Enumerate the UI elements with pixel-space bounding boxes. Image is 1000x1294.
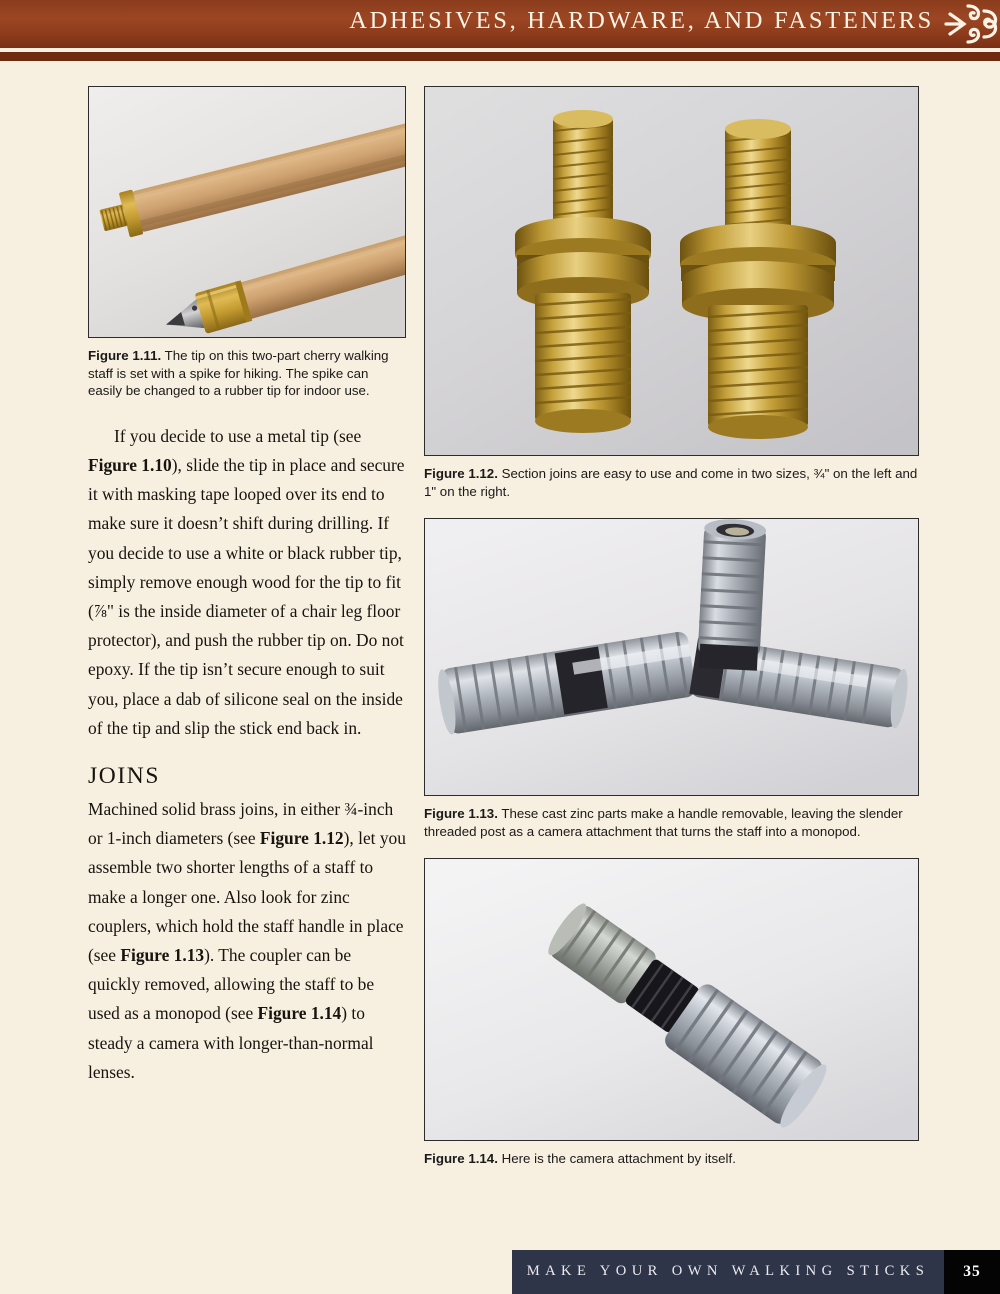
figure-1-11-caption-text: The tip on this two-part cherry walking staff is set with a spike for hiking. The spike can easily be changed to a rubber tip for indoor use. bbox=[88, 348, 389, 399]
footer-page-number-box bbox=[944, 1250, 1000, 1294]
figure-1-11-image bbox=[88, 86, 406, 338]
figure-1-14-image bbox=[424, 858, 919, 1141]
page-number: 35 bbox=[963, 1263, 981, 1280]
figure-1-14-caption bbox=[424, 1150, 919, 1168]
paragraph-1-figure-ref-1-10: Figure 1.10 bbox=[88, 454, 172, 475]
header-rule-underline bbox=[0, 61, 1000, 64]
figure-1-14-label: Figure 1.14. bbox=[424, 1151, 498, 1167]
figure-1-13-image bbox=[424, 518, 919, 796]
body-paragraph-1 bbox=[88, 422, 406, 743]
figure-1-12-caption-text: Section joins are easy to use and come in two sizes, ¾" on the left and 1" on the right. bbox=[424, 466, 918, 499]
paragraph-2-run-5: ). The coupler can be quickly removed, allowing the staff to be used as a monopod (see bbox=[88, 945, 375, 1024]
paragraph-1-run-3: ), slide the tip in place and secure it with masking tape looped over its end to make sure it doesn’t shift during drilling. If you decide to use a white or black rubber tip, simply remove enough wood for the tip to fit (⅞" is the inside diameter of a chair leg floor protector), and push the rubber tip on. Do not epoxy. If the tip isn’t secure enough to suit you, place a dab of silicone seal on the inside of the tip and slip the stick end back in. bbox=[88, 454, 405, 738]
figure-1-12-caption bbox=[424, 465, 919, 500]
paragraph-2-run-1: Machined solid brass joins, in either ¾-inch or 1-inch diameters (see bbox=[88, 799, 394, 849]
paragraph-2-figure-ref-1-14: Figure 1.14 bbox=[257, 1003, 342, 1024]
header-rule bbox=[0, 52, 1000, 61]
footer-book-title: MAKE YOUR OWN WALKING STICKS bbox=[526, 1263, 930, 1279]
page-header bbox=[0, 0, 1000, 48]
figure-1-11-caption bbox=[88, 347, 406, 400]
page-header-title: ADHESIVES, HARDWARE, AND FASTENERS bbox=[349, 7, 934, 34]
paragraph-2-figure-ref-1-12: Figure 1.12 bbox=[259, 828, 344, 849]
left-column bbox=[88, 86, 406, 1087]
body-paragraph-2 bbox=[88, 795, 406, 1087]
paragraph-2-run-3: ), let you assemble two shorter lengths of a staff to make a longer one. Also look for zinc couplers, which hold the staff handle in place (see bbox=[88, 828, 406, 966]
paragraph-2-run-7: ) to steady a camera with longer-than-normal lenses. bbox=[88, 1003, 374, 1082]
figure-1-14-caption-text: Here is the camera attachment by itself. bbox=[501, 1151, 736, 1167]
figure-1-12-image bbox=[424, 86, 919, 456]
figure-1-13-caption-text: These cast zinc parts make a handle removable, leaving the slender threaded post as a camera attachment that turns the staff into a monopod. bbox=[424, 806, 903, 839]
figure-1-13-caption bbox=[424, 805, 919, 840]
figure-1-11-label: Figure 1.11. bbox=[88, 348, 162, 363]
paragraph-1-run-1: If you decide to use a metal tip (see bbox=[114, 425, 362, 446]
scroll-flourish-ornament-icon bbox=[938, 0, 998, 48]
footer-bar bbox=[512, 1250, 944, 1294]
paragraph-2-figure-ref-1-13: Figure 1.13 bbox=[120, 945, 205, 966]
right-column bbox=[424, 86, 919, 1168]
section-heading-joins: JOINS bbox=[88, 763, 160, 790]
figure-1-12-label: Figure 1.12. bbox=[424, 466, 498, 481]
figure-1-13-label: Figure 1.13. bbox=[424, 806, 498, 822]
